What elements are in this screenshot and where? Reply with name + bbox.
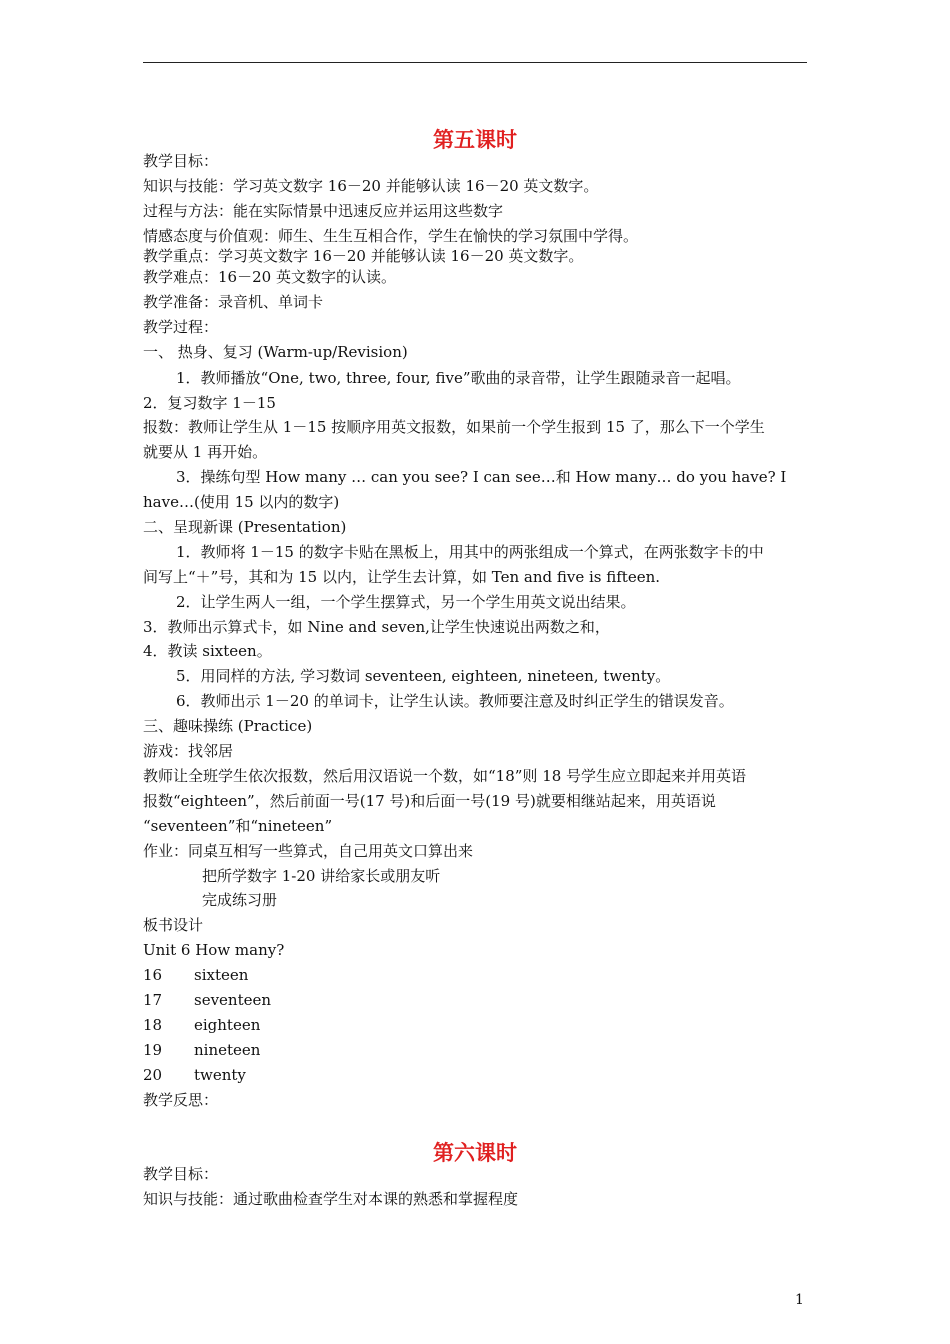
board-word: twenty [194,1066,246,1084]
text-line: 教学准备：录音机、单词卡 [143,293,324,311]
section-heading: 一、 热身、复习 (Warm-up/Revision) [143,343,408,361]
text-line: 知识与技能：通过歌曲检查学生对本课的熟悉和掌握程度 [143,1190,519,1208]
text-line: 4．教读 sixteen。 [143,642,272,660]
board-word: sixteen [194,966,249,984]
text-line: 3．教师出示算式卡，如 Nine and seven,让学生快速说出两数之和， [143,618,610,636]
text-line: 教学重点：学习英文数字 16－20 并能够认读 16－20 英文数字。 [143,247,584,265]
text-line: 作业：同桌互相写一些算式，自己用英文口算出来 [143,842,474,860]
text-line: 1．教师将 1－15 的数字卡贴在黑板上，用其中的两张组成一个算式，在两张数字卡的中 [176,543,764,561]
board-number: 19 [143,1041,163,1059]
board-number: 16 [143,966,163,984]
section-heading: 三、趣味操练 (Practice) [143,717,313,735]
text-line: 1．教师播放“One, two, three, four, five”歌曲的录音带，让学生跟随录音一起唱。 [176,369,741,387]
lesson6-title: 第六课时 [433,1141,517,1165]
board-word: nineteen [194,1041,261,1059]
text-line: 2．让学生两人一组，一个学生摆算式，另一个学生用英文说出结果。 [176,593,636,611]
text-line: 教学过程： [143,318,219,336]
reflection-label: 教学反思： [143,1091,219,1109]
text-line: 报数“eighteen”，然后前面一号(17 号)和后面一号(19 号)就要相继站起来，用英语说 [143,792,716,810]
board-number: 20 [143,1066,163,1084]
text-line: “seventeen”和“nineteen” [143,817,333,835]
text-line: 教学目标： [143,1165,219,1183]
text-line: 游戏：找邻居 [143,742,234,760]
board-number: 17 [143,991,163,1009]
text-line: 板书设计 [143,916,204,934]
section-heading: 二、呈现新课 (Presentation) [143,518,347,536]
text-line: 报数：教师让学生从 1－15 按顺序用英文报数，如果前一个学生报到 15 了，那么下一个学生 [143,418,765,436]
header-rule [143,62,807,63]
text-line: 5．用同样的方法, 学习数词 seventeen, eighteen, nineteen, twenty。 [176,667,671,685]
lesson5-title: 第五课时 [433,128,517,152]
text-line: 就要从 1 再开始。 [143,443,268,461]
text-line: 6．教师出示 1－20 的单词卡，让学生认读。教师要注意及时纠正学生的错误发音。 [176,692,734,710]
text-line: 教学目标： [143,152,219,170]
text-line: 教学难点：16－20 英文数字的认读。 [143,268,396,286]
text-line: have…(使用 15 以内的数字) [143,493,340,511]
text-line: 知识与技能：学习英文数字 16－20 并能够认读 16－20 英文数字。 [143,177,599,195]
text-line: 情感态度与价值观：师生、生生互相合作，学生在愉快的学习氛围中学得。 [143,227,639,245]
text-line: 2．复习数字 1－15 [143,394,276,412]
text-line: 间写上“＋”号，其和为 15 以内，让学生去计算，如 Ten and five is fifteen. [143,568,661,586]
board-word: eighteen [194,1016,261,1034]
text-line: 完成练习册 [202,891,278,909]
text-line: 把所学数字 1-20 讲给家长或朋友听 [202,867,441,885]
page-number: 1 [795,1292,804,1308]
text-line: 3．操练句型 How many … can you see? I can see…和 How many… do you have? I [176,468,787,486]
board-number: 18 [143,1016,163,1034]
board-word: seventeen [194,991,272,1009]
text-line: 教师让全班学生依次报数，然后用汉语说一个数，如“18”则 18 号学生应立即起来并用英语 [143,767,747,785]
text-line: 过程与方法：能在实际情景中迅速反应并运用这些数字 [143,202,504,220]
text-line: Unit 6 How many? [143,941,285,959]
